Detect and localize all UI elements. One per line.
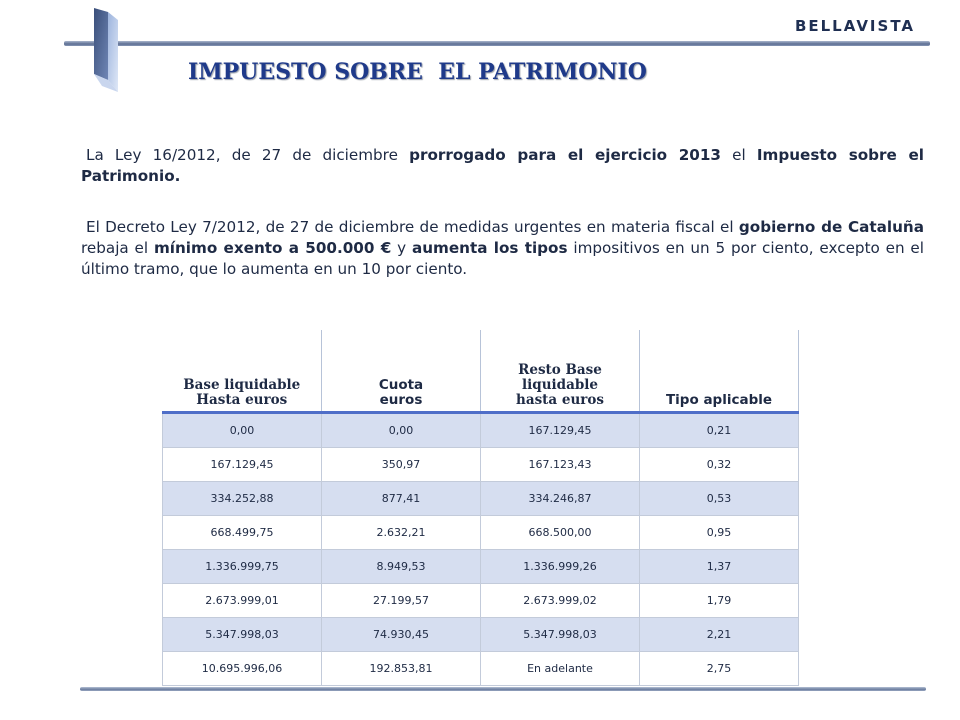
- cell-base: 334.252,88: [163, 482, 322, 516]
- table-row: [163, 482, 799, 516]
- cell-resto: 2.673.999,02: [481, 584, 640, 618]
- table-row: [163, 618, 799, 652]
- cell-tipo: 0,95: [640, 516, 799, 550]
- cell-tipo: 1,37: [640, 550, 799, 584]
- table-header-row: [163, 330, 799, 413]
- cell-cuota: 350,97: [322, 448, 481, 482]
- cell-cuota: 877,41: [322, 482, 481, 516]
- cell-base: 10.695.996,06: [163, 652, 322, 686]
- cell-resto: 668.500,00: [481, 516, 640, 550]
- cell-base: 0,00: [163, 413, 322, 448]
- cell-base: 668.499,75: [163, 516, 322, 550]
- cell-cuota: 0,00: [322, 413, 481, 448]
- brand-name: BELLAVISTA: [794, 17, 915, 35]
- paragraph-decreto: El Decreto Ley 7/2012, de 27 de diciembre de medidas urgentes en materia fiscal el gobierno de Cataluña rebaja el mínimo exento a 500.000 € y aumenta los tipos impositivos en un 5 por ciento, excepto en el último tramo, que lo aumenta en un 10 por ciento.: [81, 218, 924, 278]
- cell-base: 5.347.998,03: [163, 618, 322, 652]
- cell-cuota: 192.853,81: [322, 652, 481, 686]
- cell-cuota: 27.199,57: [322, 584, 481, 618]
- cell-tipo: 0,32: [640, 448, 799, 482]
- cell-tipo: 1,79: [640, 584, 799, 618]
- cell-base: 2.673.999,01: [163, 584, 322, 618]
- top-divider: [64, 41, 930, 46]
- table-row: [163, 516, 799, 550]
- table-row: [163, 584, 799, 618]
- table-row: [163, 413, 799, 448]
- header-cuota: Cuota euros: [322, 330, 481, 413]
- cell-resto: 334.246,87: [481, 482, 640, 516]
- logo-mark-icon: [88, 6, 132, 94]
- bottom-divider: [80, 687, 926, 691]
- cell-cuota: 2.632,21: [322, 516, 481, 550]
- table-row: [163, 448, 799, 482]
- cell-cuota: 74.930,45: [322, 618, 481, 652]
- cell-tipo: 2,21: [640, 618, 799, 652]
- paragraph-ley: La Ley 16/2012, de 27 de diciembre prorrogado para el ejercicio 2013 el Impuesto sobre el Patrimonio.: [81, 146, 924, 185]
- cell-resto: 167.123,43: [481, 448, 640, 482]
- cell-resto: 5.347.998,03: [481, 618, 640, 652]
- table-row: [163, 652, 799, 686]
- header-base-liquidable: Base liquidable Hasta euros: [163, 330, 322, 413]
- page-title: IMPUESTO SOBRE EL PATRIMONIO: [188, 59, 647, 85]
- cell-tipo: 0,21: [640, 413, 799, 448]
- cell-resto: En adelante: [481, 652, 640, 686]
- cell-tipo: 2,75: [640, 652, 799, 686]
- cell-resto: 1.336.999,26: [481, 550, 640, 584]
- tax-rate-table: [162, 330, 799, 686]
- cell-base: 1.336.999,75: [163, 550, 322, 584]
- header-resto-base: Resto Base liquidable hasta euros: [481, 330, 640, 413]
- cell-tipo: 0,53: [640, 482, 799, 516]
- table-row: [163, 550, 799, 584]
- cell-cuota: 8.949,53: [322, 550, 481, 584]
- header-tipo-aplicable: Tipo aplicable: [640, 330, 799, 413]
- cell-resto: 167.129,45: [481, 413, 640, 448]
- cell-base: 167.129,45: [163, 448, 322, 482]
